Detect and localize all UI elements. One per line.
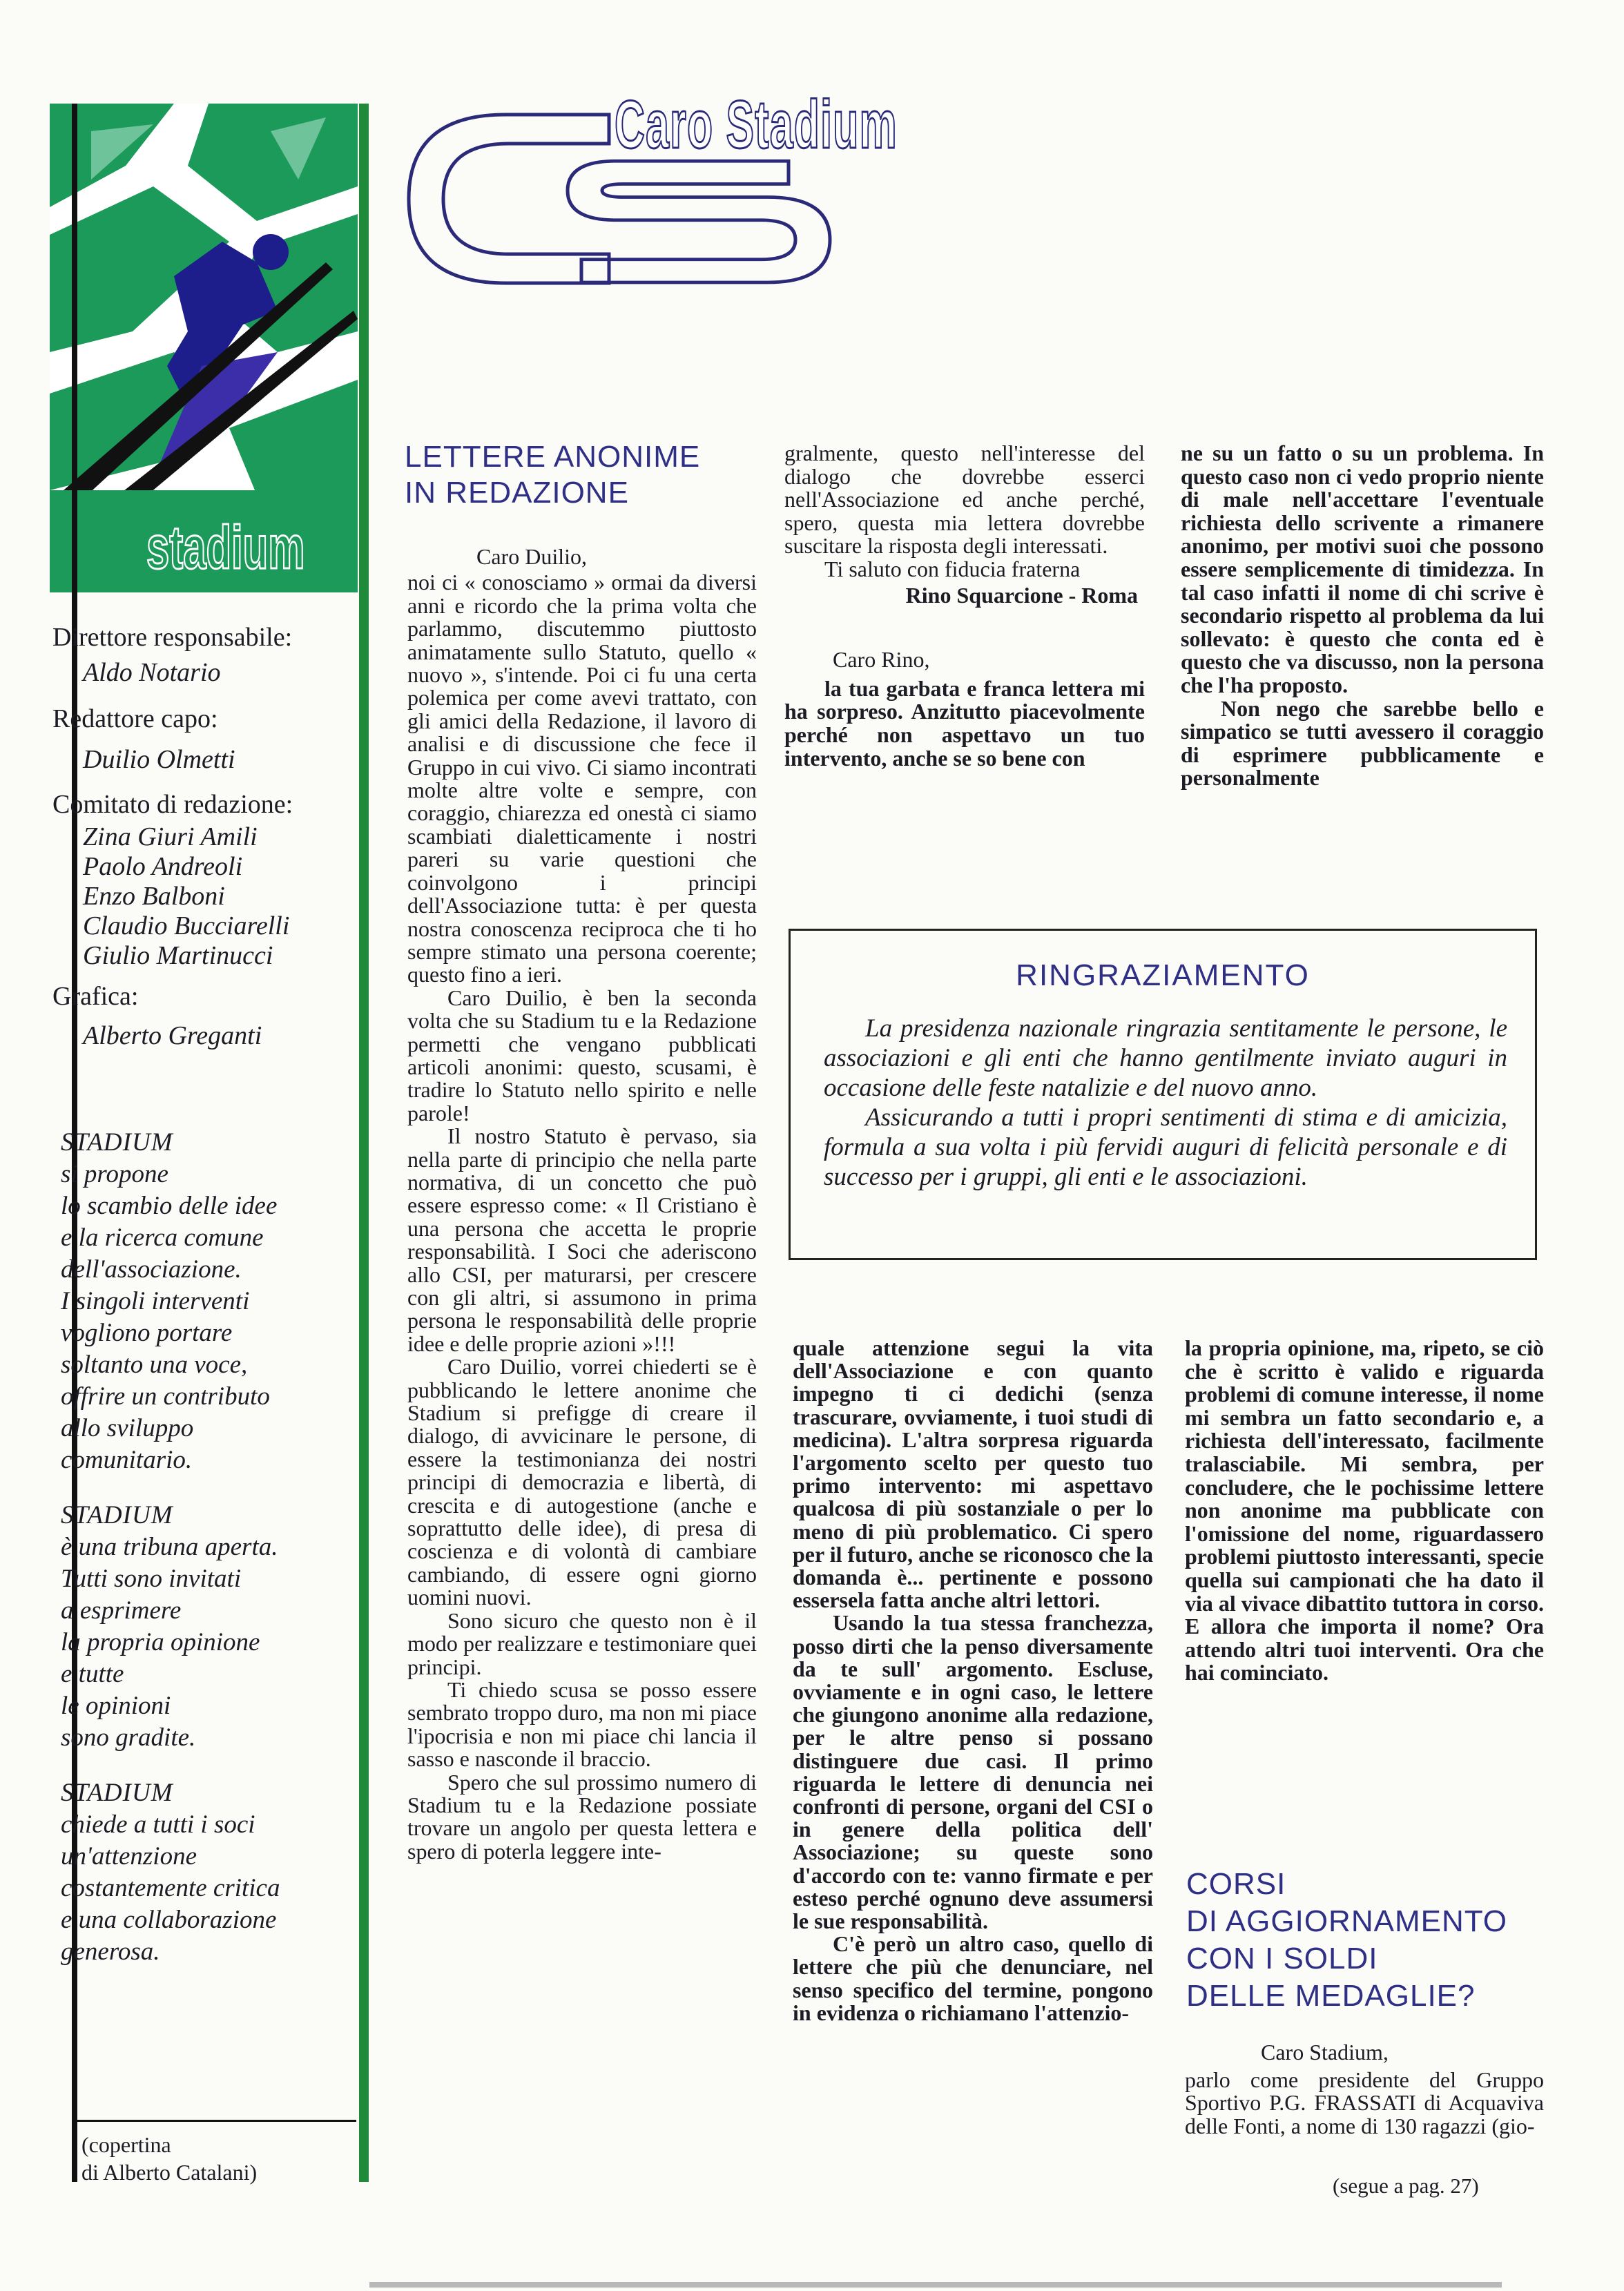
paragraph: Ti chiedo scusa se posso essere sembrato troppo duro, ma non mi piace l'ipocrisia e non mi piace chi lancia il sasso e nasconde il braccio. (407, 1676, 757, 1772)
article2-paragraph: parlo come presidente del Gruppo Sportivo P.G. FRASSATI di Acquaviva delle Fonti, a nome di 130 ragazzi (gio- (1185, 2067, 1544, 2138)
manifesto-line: STADIUM (61, 1501, 173, 1529)
letter-salutation: Caro Duilio, (476, 544, 587, 569)
reply-paragraph: la propria opinione, ma, ripeto, se ciò che è scritto è valido e riguarda problemi di comune interesse, il nome mi sembra un fatto secondario e, a richiesta dell'interessato, facilmente tralasciabile. Mi sembra, per concludere, che le pochissime lettere non anonime ma pubblicate con l'omissione del nome, riguardassero problemi piuttosto interessanti, specie quella sui campionati che ha dato il via al vivace dibattito tuttora in corso. E allora che importa il nome? Ora attendo altri tuoi interventi. Ora che hai cominciato. (1185, 1335, 1544, 1685)
manifesto (61, 1127, 358, 1991)
manifesto-line: comunitario. (61, 1446, 193, 1474)
reply-paragraph: C'è però un altro caso, quello di lettere che più che denunciare, nel senso specifico del termine, pongono in evidenza o richiamano l'attenzio- (793, 1931, 1153, 2025)
manifesto-line: e la ricerca comune (61, 1224, 264, 1252)
headline-line: CON I SOLDI (1186, 1942, 1378, 1975)
box-paragraph: Assicurando a tutti i propri sentimenti di stima e di amicizia, formula a sua volta i più fervidi auguri di felicità personale e di successo per i gruppi, gli enti e le associazioni. (824, 1103, 1507, 1191)
article1-column-2-bottom (793, 1337, 1153, 2024)
committee-member: Paolo Andreoli (83, 852, 243, 881)
manifesto-line: a esprimere (61, 1596, 182, 1625)
manifesto-line: generosa. (61, 1937, 160, 1966)
continued-note: (segue a pag. 27) (1333, 2174, 1479, 2198)
headline-line: IN REDAZIONE (405, 476, 629, 510)
letter-signature: Rino Squarcione - Roma (905, 582, 1138, 608)
page-bottom-edge (369, 2282, 1502, 2288)
committee-member: Claudio Bucciarelli (83, 911, 290, 940)
chief-label: Redattore capo: (52, 704, 218, 733)
graphics-name: Alberto Greganti (83, 1021, 262, 1050)
box-paragraph: La presidenza nazionale ringrazia sentitamente le persone, le associazioni e gli enti che hanno gentilmente inviato auguri in occasione delle feste natalizie e del nuovo anno. (824, 1014, 1507, 1102)
manifesto-line: I singoli interventi (61, 1287, 250, 1315)
manifesto-line: si propone (61, 1160, 168, 1188)
manifesto-line: costantemente critica (61, 1874, 280, 1902)
manifesto-line: vogliono portare (61, 1319, 233, 1347)
sidebar-green-rule (359, 104, 369, 2182)
manifesto-line: offrire un contributo (61, 1382, 270, 1411)
cover-credit (81, 2131, 358, 2186)
article1-column-2-top (784, 442, 1145, 770)
credit-divider (72, 2120, 356, 2122)
headline-line: CORSI (1186, 1867, 1286, 1901)
manifesto-line: la propria opinione (61, 1628, 260, 1656)
cover-credit-line: di Alberto Catalani) (81, 2160, 258, 2185)
brand-title: Caro Stadium (615, 86, 898, 162)
committee-member: Zina Giuri Amili (83, 822, 258, 851)
letter-greeting: Ti saluto con fiducia fraterna (824, 556, 1081, 581)
manifesto-line: soltanto una voce, (61, 1351, 248, 1379)
box-title: RINGRAZIAMENTO (1016, 958, 1310, 992)
reply-salutation: Caro Rino, (833, 647, 930, 673)
manifesto-block (61, 1500, 358, 1754)
reply-paragraph: la tua garbata e franca lettera mi ha sorpreso. Anzitutto piacevolmente perché non aspettavo un tuo intervento, anche se so bene con (784, 675, 1145, 771)
reply-paragraph: ne su un fatto o su un problema. In questo caso non ci vedo proprio niente di male nell'accettare l'eventuale richiesta dello scrivente a rimanere anonimo, per motivi suoi che possono essere semplicemente di timidezza. In tal caso infatti il nome di chi scrive è secondario rispetto al problema da lui sollevato: è questo che conta ed è questo che va discusso, non la persona che l'ha proposto. (1181, 441, 1544, 697)
headline-line: DI AGGIORNAMENTO (1186, 1904, 1508, 1938)
graphics-label: Grafica: (52, 982, 139, 1011)
article2-salutation: Caro Stadium, (1261, 2040, 1389, 2065)
reply-paragraph: Non nego che sarebbe bello e simpatico se tutti avessero il coraggio di esprimere pubblicamente e personalmente (1181, 695, 1544, 791)
manifesto-line: Tutti sono invitati (61, 1565, 242, 1593)
article1-column-3-top (1181, 442, 1544, 790)
manifesto-line: chiede a tutti i soci (61, 1810, 255, 1839)
manifesto-line: un'attenzione (61, 1842, 197, 1870)
manifesto-line: le opinioni (61, 1692, 171, 1720)
paragraph: Il nostro Statuto è pervaso, sia nella parte di principio che nella parte normativa, di un concetto che può essere espresso come: « Il Cristiano è una persona che accetta le proprie responsabilità. I Soci che aderiscono allo CSI, per maturarsi, per crescere con gli altri, si assumono in prima persona le responsabilità delle proprie idee e delle proprie azioni »!!! (407, 1123, 757, 1356)
manifesto-line: sono gradite. (61, 1723, 196, 1752)
manifesto-line: allo sviluppo (61, 1414, 194, 1442)
cover-wordmark: stadium (146, 513, 305, 581)
manifesto-line: STADIUM (61, 1128, 173, 1157)
paragraph: Spero che sul prossimo numero di Stadium tu e la Redazione possiate trovare un angolo per questa lettera e spero di poterla leggere inte- (407, 1769, 757, 1864)
reply-paragraph: quale attenzione segui la vita dell'Associazione e con quanto impegno ti ci dedichi (senza trascurare, ovviamente, i tuoi studi di medicina). L'altra sorpresa riguarda l'argomento scelto per questo tuo primo intervento: mi aspettavo qualcosa di più sostanziale o per lo meno di più problematico. Ci spero per il futuro, anche se riconosco che la domanda è... pertinente e possono essersela fatta anche altri lettori. (793, 1335, 1153, 1613)
manifesto-block (61, 1777, 358, 1968)
manifesto-block (61, 1127, 358, 1476)
reply-paragraph: Usando la tua stessa franchezza, posso dirti che la penso diversamente da te sull' argomento. Escluse, ovviamente e in ogni caso, le lettere che giungono anonime alla redazione, per le altre penso si possano distinguere due casi. Il primo riguarda le lettere di denuncia nei confronti di persone, organi del CSI o in genere della politica dell' Associazione; su queste sono d'accordo con te: vanno firmate e per esteso perché ognuno deve assumersi le sue responsabilità. (793, 1610, 1153, 1934)
manifesto-line: e tutte (61, 1660, 124, 1688)
headline-line: DELLE MEDAGLIE? (1186, 1979, 1476, 2013)
article1-column-3-bottom (1185, 1337, 1544, 1685)
manifesto-line: lo scambio delle idee (61, 1192, 278, 1220)
paragraph: noi ci « conosciamo » ormai da diversi anni e ricordo che la prima volta che parlammo, discutemmo piuttosto animatamente sullo Statuto, quello « nuovo », s'intende. Poi ci fu una certa polemica per come avevi trattato, con gli amici della Redazione, il lavoro di analisi e di discussione che fece il Gruppo in cui vivo. Ci siamo incontrati molte altre volte e sempre, con coraggio, chiarezza ed onestà ci siamo scambiati dialetticamente i nostri pareri su varie questioni che coinvolgono i principi dell'Associazione tutta: è per questa nostra conoscenza reciproca che ti ho sempre stimato una persona coerente; questo fino a ieri. (407, 570, 757, 987)
manifesto-line: dell'associazione. (61, 1255, 242, 1284)
masthead (52, 620, 349, 1054)
article1-headline (405, 439, 700, 511)
manifesto-line: è una tribuna aperta. (61, 1533, 278, 1561)
box-body (824, 1014, 1507, 1192)
manifesto-line: STADIUM (61, 1779, 173, 1807)
committee-member: Enzo Balboni (83, 882, 225, 911)
director-name: Aldo Notario (83, 658, 221, 687)
cover-credit-line: (copertina (81, 2132, 171, 2157)
acknowledgement-box (789, 929, 1537, 1260)
chief-name: Duilio Olmetti (83, 745, 235, 774)
committee-member: Giulio Martinucci (83, 941, 273, 970)
article2-headline (1186, 1866, 1507, 2015)
article1-column-1 (407, 545, 757, 1863)
article2-column (1185, 2041, 1544, 2138)
committee-label: Comitato di redazione: (52, 790, 293, 819)
paragraph: Sono sicuro che questo non è il modo per realizzare e testimoniare quei principi. (407, 1607, 757, 1679)
paragraph: Caro Duilio, è ben la seconda volta che su Stadium tu e la Redazione permetti che vengano pubblicati articoli anonimi: questo, scusami, è tradire lo Statuto nello spirito e nelle parole! (407, 985, 757, 1125)
paragraph: gralmente, questo nell'interesse del dialogo che dovrebbe esserci nell'Associazione ed anche perché, spero, questa mia lettera dovrebbe suscitare la risposta degli interessati. (784, 441, 1145, 559)
manifesto-line: e una collaborazione (61, 1906, 277, 1934)
paragraph: Caro Duilio, vorrei chiederti se è pubblicando le lettere anonime che Stadium si prefigge di creare il dialogo, di avvicinare le persone, di essere la testimonianza dei nostri principi di democrazia e libertà, di crescita e di autogestione (anche e soprattutto delle idee), di presa di coscienza e di volontà di cambiare cambiando, di essere ogni giorno uomini nuovi. (407, 1354, 757, 1610)
headline-line: LETTERE ANONIME (405, 440, 701, 474)
director-label: Direttore responsabile: (52, 623, 293, 652)
